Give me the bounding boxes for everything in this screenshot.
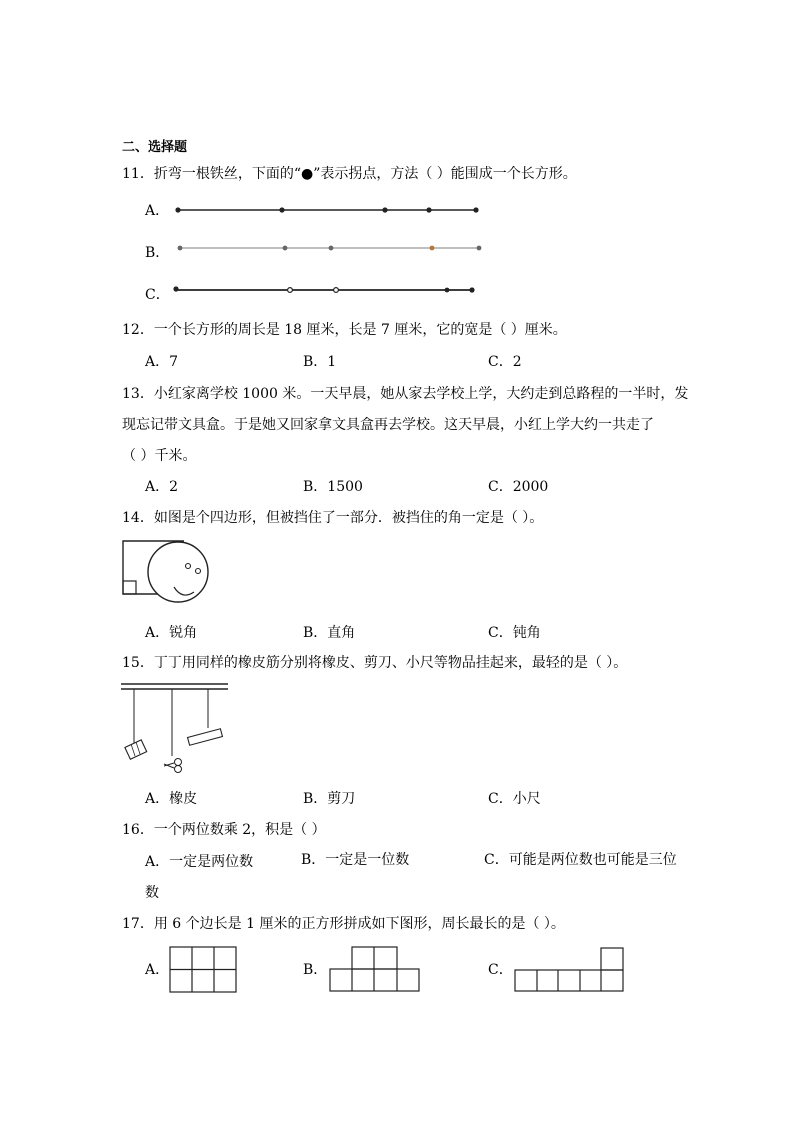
q14-option-c: C．钝角 [488,625,541,641]
question-number: 15． [122,655,154,671]
q11-option-a-label: A． [145,203,170,219]
question-number: 14． [122,510,154,526]
q17-option-b-label: B． [303,962,328,978]
q13-option-a: A．2 [145,479,179,495]
q11-option-b-label: B． [145,245,170,261]
question-text: 丁丁用同样的橡皮筋分别将橡皮、剪刀、小尺等物品挂起来，最轻的是（ ）。 [153,655,628,671]
question-text: 用 6 个边长是 1 厘米的正方形拼成如下图形，周长最长的是（ ）。 [153,916,565,932]
question-13-line3: （ ）千米。 [122,448,197,464]
question-number: 16． [122,822,154,838]
q14-option-a: A．锐角 [145,625,198,641]
q13-option-b: B．1500 [303,479,363,495]
q12-option-c: C．2 [488,354,522,370]
q17-figure-c [515,948,623,991]
question-number: 12． [122,322,154,338]
q17-option-a-label: A． [145,962,170,978]
question-number: 11． [122,166,154,182]
q17-option-c-label: C． [488,962,513,978]
question-13-line2: 现忘记带文具盒。于是她又回家拿文具盒再去学校。这天早晨，小红上学大约一共走了 [122,417,654,433]
question-number: 17． [122,916,154,932]
q14-option-b: B．直角 [303,625,356,641]
q12-option-b: B．1 [303,354,337,370]
q15-option-a: A．橡皮 [145,791,198,807]
q17-figure-a [170,947,236,992]
q16-option-b: B．一定是一位数 [301,852,410,868]
q12-option-a: A．7 [145,354,179,370]
q11-option-c-label: C． [145,287,170,303]
question-text-line1: 小红家离学校 1000 米。一天早晨，她从家去学校上学，大约走到总路程的一半时，发 [153,386,689,402]
q17-figure-b [330,947,419,991]
question-text: 如图是个四边形，但被挡住了一部分．被挡住的角一定是（ ）。 [153,510,544,526]
q16-option-a: A．一定是两位数 [145,854,254,870]
q16-option-c: C．可能是两位数也可能是三位 [484,852,677,868]
q15-option-c: C．小尺 [488,791,541,807]
q13-option-c: C．2000 [488,479,549,495]
section-title: 二、选择题 [122,140,188,155]
q15-option-b: B．剪刀 [303,791,356,807]
question-number: 13． [122,386,154,402]
question-text: 一个长方形的周长是 18 厘米，长是 7 厘米，它的宽是（ ）厘米。 [153,322,567,338]
question-text: 折弯一根铁丝，下面的“●”表示拐点，方法（ ）能围成一个长方形。 [153,166,577,182]
question-text: 一个两位数乘 2，积是（ ） [153,822,326,838]
q16-option-c-wrap: 数 [145,885,159,901]
